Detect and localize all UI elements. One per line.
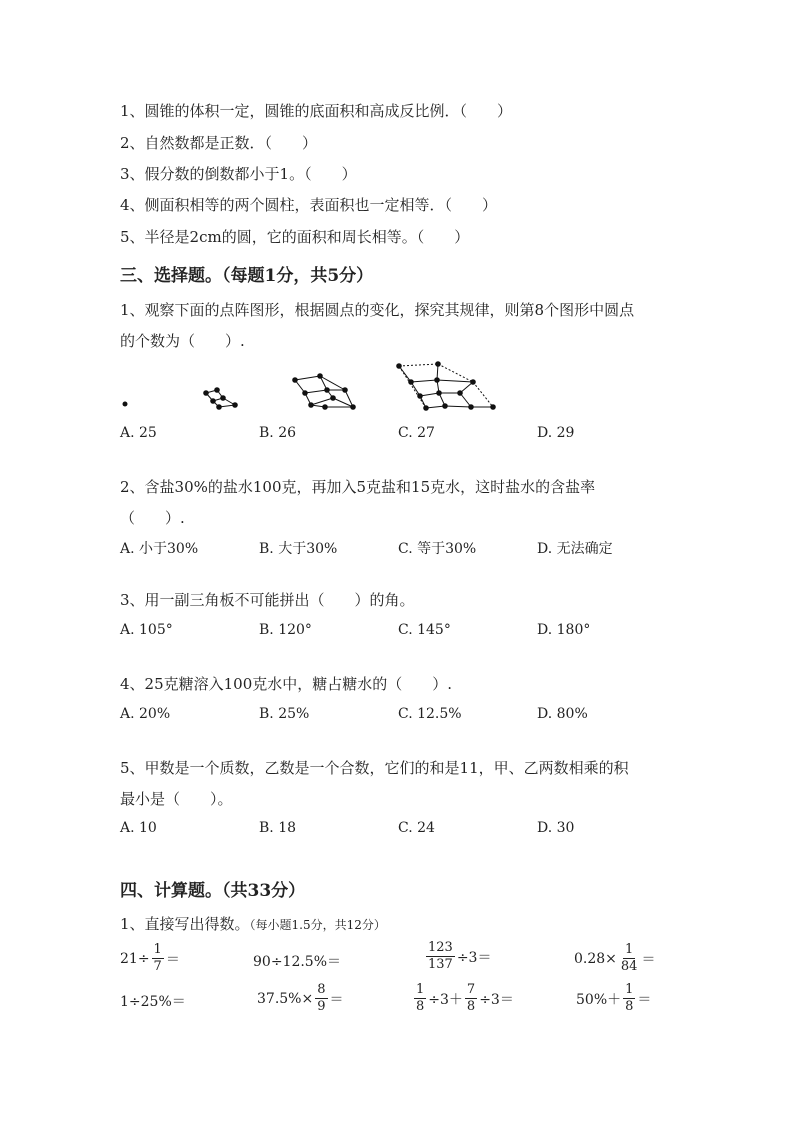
choice-q1-option-d[interactable]: D. 29 — [537, 425, 575, 441]
choice-q2-line2: （ ）. — [120, 509, 185, 527]
choice-q3-option-d[interactable]: D. 180° — [537, 622, 591, 638]
choice-q1-line1: 1、观察下面的点阵图形，根据圆点的变化，探究其规律，则第8个图形中圆点 — [120, 301, 635, 319]
dot-figure-3 — [293, 374, 356, 410]
choice-q4-options — [120, 706, 680, 726]
calc-expr-8 — [576, 982, 651, 1015]
choice-q1-option-a[interactable]: A. 25 — [120, 425, 157, 441]
expr-text: 21÷ — [120, 950, 150, 967]
choice-q3-option-b[interactable]: B. 120° — [259, 622, 312, 638]
denominator: 84 — [620, 959, 638, 974]
fraction — [619, 942, 640, 975]
expr-text: ÷3＝ — [456, 949, 492, 966]
judge-item-5: 5、半径是2cm的圆，它的面积和周长相等。（ ） — [120, 228, 470, 246]
expr-text: 50%＋ — [576, 991, 622, 1008]
numerator: 7 — [466, 982, 476, 997]
choice-q1-line2: 的个数为（ ）. — [120, 332, 245, 350]
dot-figure-2 — [204, 388, 238, 410]
choice-q5-option-a[interactable]: A. 10 — [120, 820, 157, 836]
choice-q3-option-a[interactable]: A. 105° — [120, 622, 173, 638]
fraction — [426, 940, 455, 973]
choice-q2-option-d[interactable]: D. 无法确定 — [537, 541, 613, 557]
expr-text: 0.28× — [574, 950, 617, 967]
calc-expr-1 — [120, 942, 180, 975]
choice-q5-line1: 5、甲数是一个质数，乙数是一个合数，它们的和是11，甲、乙两数相乘的积 — [120, 759, 629, 777]
calc-q1-title — [120, 914, 386, 935]
numerator: 123 — [428, 940, 453, 955]
expr-text: ÷3＝ — [479, 991, 514, 1008]
choice-q5-line2: 最小是（ ）。 — [120, 790, 233, 808]
expr-text: 90÷12.5%＝ — [253, 954, 342, 970]
choice-q1-options — [120, 425, 680, 445]
numerator: 8 — [317, 982, 326, 997]
judge-item-3: 3、假分数的倒数都小于1。（ ） — [120, 165, 357, 183]
choice-q5-option-d[interactable]: D. 30 — [537, 820, 575, 836]
numerator: 1 — [625, 942, 634, 957]
choice-q4-option-b[interactable]: B. 25% — [259, 706, 310, 722]
choice-q2-line1: 2、含盐30%的盐水100克，再加入5克盐和15克水，这时盐水的含盐率 — [120, 478, 596, 496]
denominator: 137 — [428, 957, 453, 972]
calc-expr-7 — [412, 982, 514, 1015]
choice-q4-option-a[interactable]: A. 20% — [120, 706, 171, 722]
choice-q3-line1: 3、用一副三角板不可能拼出（ ）的角。 — [120, 591, 415, 609]
expr-text: 37.5%× — [257, 990, 314, 1007]
denominator: 8 — [466, 999, 476, 1014]
calc-expr-4 — [574, 942, 655, 975]
choice-q5-option-b[interactable]: B. 18 — [259, 820, 297, 836]
fraction — [315, 982, 327, 1015]
section4-title: 四、计算题。（共33分） — [120, 881, 306, 901]
choice-q4-option-c[interactable]: C. 12.5% — [398, 706, 462, 722]
fraction — [465, 982, 477, 1015]
expr-text: 1÷25%＝ — [120, 994, 186, 1010]
choice-q1-option-b[interactable]: B. 26 — [259, 425, 297, 441]
denominator: 8 — [416, 999, 425, 1014]
denominator: 7 — [153, 959, 162, 974]
denominator: 8 — [625, 999, 634, 1014]
choice-q5-option-c[interactable]: C. 24 — [398, 820, 435, 836]
denominator: 9 — [317, 999, 326, 1014]
calc-expr-3 — [424, 940, 491, 973]
choice-q4-line1: 4、25克糖溶入100克水中，糖占糖水的（ ）. — [120, 675, 453, 693]
choice-q2-options — [120, 538, 680, 558]
dot-figure-4 — [397, 362, 496, 411]
expr-text: ＝ — [329, 991, 344, 1008]
fraction — [623, 982, 635, 1015]
calc-expr-6 — [257, 982, 344, 1015]
fraction — [152, 942, 164, 975]
expr-text: ＝ — [165, 951, 180, 968]
choice-q1-option-c[interactable]: C. 27 — [398, 425, 435, 441]
numerator: 1 — [416, 982, 425, 997]
calc-q1-note: （每小题1.5分，共12分） — [249, 918, 386, 932]
calc-expr-5 — [120, 991, 186, 1011]
fraction — [414, 982, 426, 1015]
choice-q3-option-c[interactable]: C. 145° — [398, 622, 451, 638]
judge-item-2: 2、自然数都是正数．（ ） — [120, 134, 318, 152]
expr-text: ÷3＋ — [428, 991, 463, 1008]
choice-q2-option-c[interactable]: C. 等于30% — [398, 541, 477, 557]
dot-pattern-figure — [115, 360, 515, 420]
judge-item-1: 1、圆锥的体积一定，圆锥的底面积和高成反比例．（ ） — [120, 102, 513, 120]
choice-q2-option-a[interactable]: A. 小于30% — [120, 541, 199, 557]
expr-text: ＝ — [637, 991, 652, 1008]
expr-text: ＝ — [641, 951, 656, 968]
choice-q5-options — [120, 820, 680, 840]
choice-q2-option-b[interactable]: B. 大于30% — [259, 541, 338, 557]
judge-item-4: 4、侧面积相等的两个圆柱，表面积也一定相等．（ ） — [120, 196, 498, 214]
choice-q4-option-d[interactable]: D. 80% — [537, 706, 588, 722]
dot-figure-1 — [123, 402, 128, 407]
section3-title: 三、选择题。（每题1分，共5分） — [120, 266, 374, 286]
choice-q3-options — [120, 622, 680, 642]
calc-q1-label: 1、直接写出得数。 — [120, 915, 250, 933]
numerator: 1 — [625, 982, 634, 997]
numerator: 1 — [153, 942, 162, 957]
calc-expr-2 — [253, 951, 341, 971]
